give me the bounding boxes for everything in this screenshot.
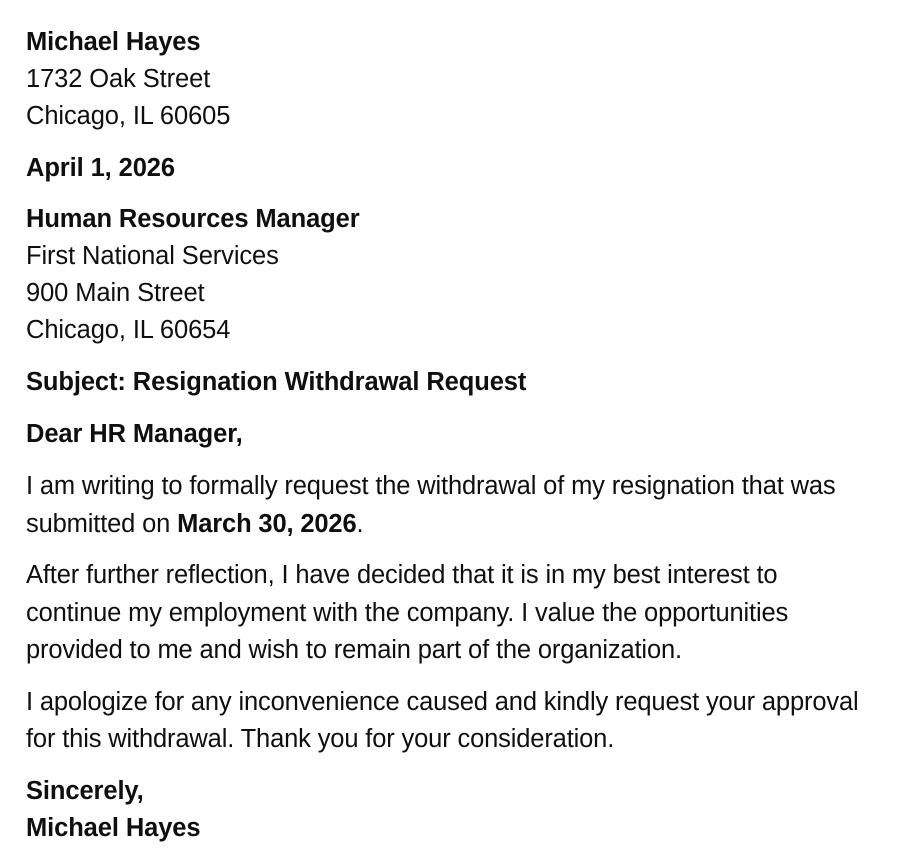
sender-street: 1732 Oak Street — [26, 65, 211, 93]
paragraph-1-text-after: . — [356, 509, 364, 538]
recipient-street: 900 Main Street — [26, 279, 205, 307]
body-paragraph-1 — [26, 468, 874, 543]
recipient-city-state-zip: Chicago, IL 60654 — [26, 316, 231, 344]
body-paragraph-2 — [26, 557, 874, 670]
letter-date-block — [26, 150, 874, 187]
subject-line: Subject: Resignation Withdrawal Request — [26, 368, 527, 396]
paragraph-1-submission-date: March 30, 2026 — [177, 509, 357, 538]
letter-date: April 1, 2026 — [26, 154, 175, 182]
subject-line-block — [26, 364, 874, 401]
valediction: Sincerely, — [26, 776, 144, 805]
signature-name: Michael Hayes — [26, 813, 201, 842]
body-paragraph-2-text: After further reflection, I have decided that it is in my best interest to continue my employment with the company. I value the opportunities provided to me and wish to remain part of the organization. — [26, 561, 789, 664]
recipient-address-block — [26, 201, 874, 349]
body-paragraph-1-text — [26, 468, 862, 543]
recipient-title: Human Resources Manager — [26, 205, 360, 233]
closing-block — [26, 773, 874, 847]
sender-city-state-zip: Chicago, IL 60605 — [26, 102, 231, 130]
body-paragraph-3-text: I apologize for any inconvenience caused and kindly request your approval for this withdrawal. Thank you for your consideration. — [26, 687, 859, 753]
salutation-block — [26, 416, 874, 453]
salutation: Dear HR Manager, — [26, 420, 243, 448]
recipient-company: First National Services — [26, 242, 279, 270]
paragraph-1-text-before: I am writing to formally request the withdrawal of my resignation that was submitted on — [26, 472, 836, 538]
sender-address-block — [26, 24, 874, 135]
sender-name: Michael Hayes — [26, 28, 201, 56]
body-paragraph-3 — [26, 684, 874, 759]
